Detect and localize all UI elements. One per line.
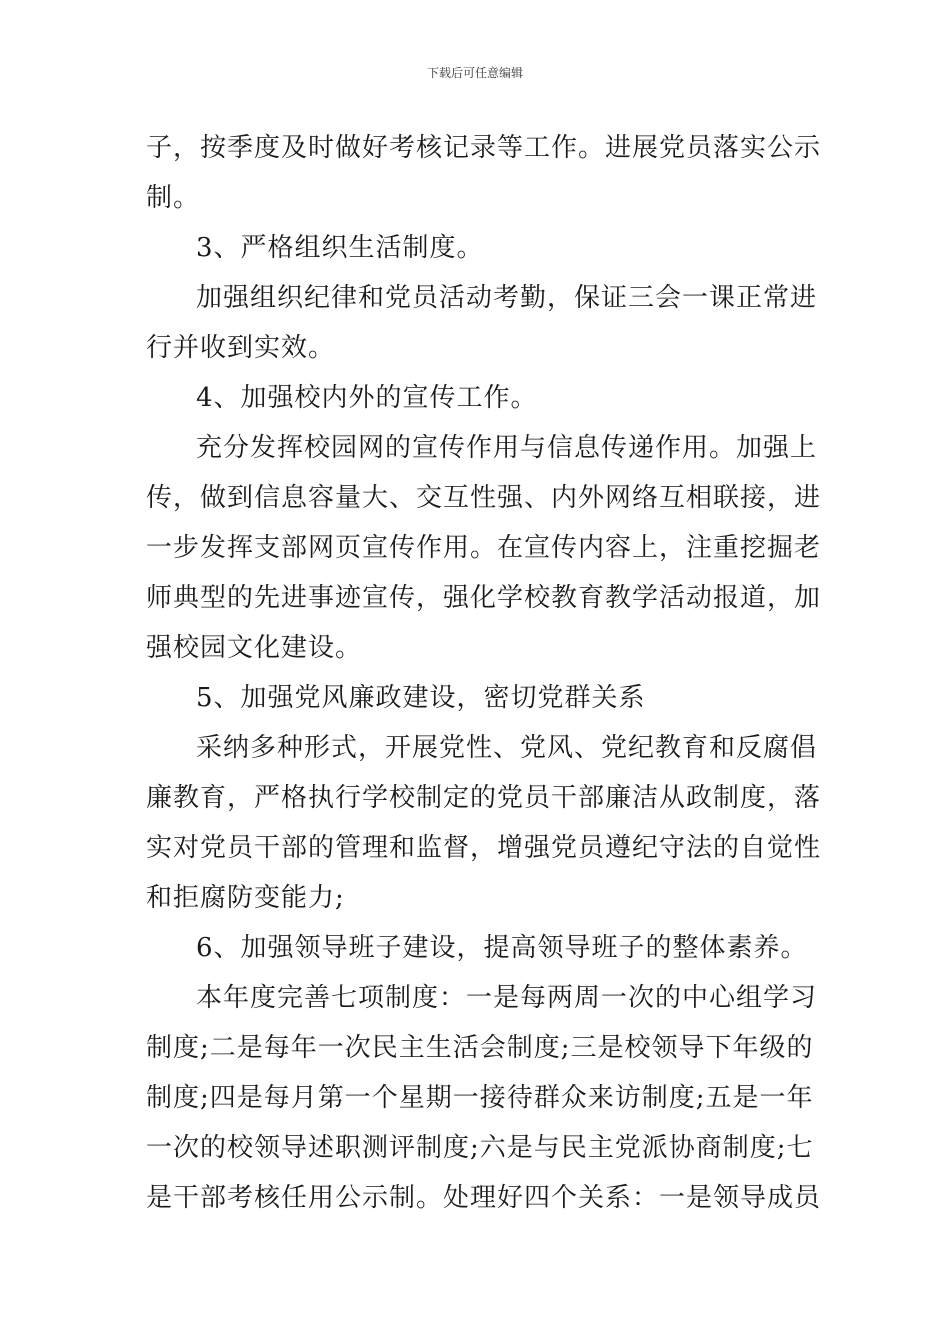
text-line: 强校园文化建设。 (146, 633, 363, 663)
section-heading: 3、严格组织生活制度。 (196, 233, 484, 263)
text-line: 实对党员干部的管理和监督，增强党员遵纪守法的自觉性 (146, 833, 822, 863)
text-line: 和拒腐防变能力; (146, 883, 345, 913)
text-line: 传，做到信息容量大、交互性强、内外网络互相联接，进 (146, 483, 822, 513)
text-line: 行并收到实效。 (146, 333, 336, 363)
section-heading: 4、加强校内外的宣传工作。 (196, 383, 538, 413)
text-line: 加强组织纪律和党员活动考勤，保证三会一课正常进 (196, 283, 818, 313)
text-line: 充分发挥校园网的宣传作用与信息传递作用。加强上 (196, 433, 818, 463)
text-line: 子，按季度及时做好考核记录等工作。进展党员落实公示 (146, 133, 822, 163)
section-heading: 5、加强党风廉政建设，密切党群关系 (196, 683, 646, 713)
text-line: 一次的校领导述职测评制度;六是与民主党派协商制度;七 (146, 1133, 814, 1163)
text-line: 制度;二是每年一次民主生活会制度;三是校领导下年级的 (146, 1033, 814, 1063)
text-line: 一步发挥支部网页宣传作用。在宣传内容上，注重挖掘老 (146, 533, 822, 563)
text-line: 制。 (146, 183, 201, 213)
page-header: 下载后可任意编辑 (426, 66, 523, 80)
text-line: 采纳多种形式，开展党性、党风、党纪教育和反腐倡 (196, 733, 818, 763)
text-line: 廉教育，严格执行学校制定的党员干部廉洁从政制度，落 (146, 783, 822, 813)
text-line: 制度;四是每月第一个星期一接待群众来访制度;五是一年 (146, 1083, 814, 1113)
text-line: 是干部考核任用公示制。处理好四个关系：一是领导成员 (146, 1183, 822, 1213)
text-line: 师典型的先进事迹宣传，强化学校教育教学活动报道，加 (146, 583, 822, 613)
section-heading: 6、加强领导班子建设，提高领导班子的整体素养。 (196, 933, 808, 963)
text-line: 本年度完善七项制度：一是每两周一次的中心组学习 (196, 983, 818, 1013)
